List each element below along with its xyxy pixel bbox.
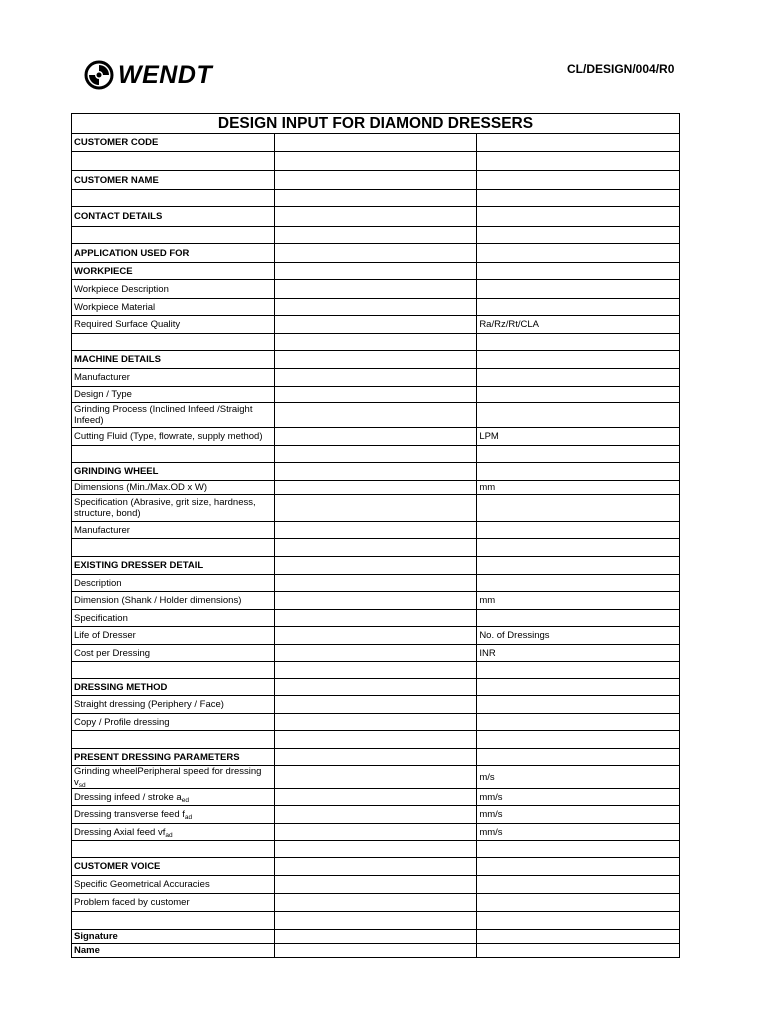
- value-input-cell[interactable]: [274, 610, 477, 627]
- field-label: [72, 930, 275, 944]
- empty-cell: [72, 227, 275, 244]
- value-input-cell[interactable]: [274, 824, 477, 841]
- unit-cell: [477, 789, 680, 806]
- field-label-text: Dressing transverse feed f: [74, 809, 185, 820]
- field-label: [72, 522, 275, 539]
- field-label-text: PRESENT DRESSING PARAMETERS: [74, 751, 240, 763]
- form-row: [72, 171, 680, 190]
- form-row: [72, 679, 680, 696]
- empty-cell: [72, 334, 275, 351]
- value-input-cell[interactable]: [274, 428, 477, 446]
- field-label: [72, 481, 275, 495]
- empty-cell: [477, 841, 680, 858]
- value-input-cell[interactable]: [274, 731, 477, 749]
- value-input-cell[interactable]: [274, 714, 477, 731]
- form-row: [72, 244, 680, 263]
- empty-cell: [72, 539, 275, 557]
- field-label-text: Straight dressing (Periphery / Face): [74, 699, 224, 710]
- section-heading: [72, 463, 275, 481]
- section-heading: [72, 749, 275, 766]
- empty-cell: [477, 495, 680, 522]
- empty-cell: [72, 912, 275, 930]
- field-label-text: Required Surface Quality: [74, 319, 181, 330]
- form-row: [72, 207, 680, 227]
- empty-cell: [72, 190, 275, 207]
- empty-cell: [72, 841, 275, 858]
- field-label-text: Workpiece Description: [74, 283, 169, 295]
- empty-cell: [477, 876, 680, 894]
- empty-cell: [477, 227, 680, 244]
- field-label: [72, 627, 275, 645]
- value-input-cell[interactable]: [274, 387, 477, 403]
- value-input-cell[interactable]: [274, 446, 477, 463]
- empty-cell: [477, 207, 680, 227]
- unit-text: mm/s: [479, 809, 503, 820]
- section-heading: [72, 244, 275, 263]
- field-label-text: CUSTOMER NAME: [74, 174, 159, 186]
- value-input-cell[interactable]: [274, 662, 477, 679]
- form-row: [72, 714, 680, 731]
- empty-cell: [72, 152, 275, 171]
- value-input-cell[interactable]: [274, 806, 477, 824]
- field-label-text: Grinding Process (Inclined Infeed /Straight Infeed): [74, 404, 253, 426]
- value-input-cell[interactable]: [274, 841, 477, 858]
- form-row: [72, 299, 680, 316]
- form-row: [72, 858, 680, 876]
- section-heading: [72, 134, 275, 152]
- unit-text: mm: [479, 595, 496, 606]
- form-row: [72, 696, 680, 714]
- value-input-cell[interactable]: [274, 495, 477, 522]
- value-input-cell[interactable]: [274, 876, 477, 894]
- field-label: [72, 824, 275, 841]
- empty-cell: [477, 679, 680, 696]
- field-label-text: EXISTING DRESSER DETAIL: [74, 560, 204, 571]
- value-input-cell[interactable]: [274, 299, 477, 316]
- form-row: [72, 731, 680, 749]
- field-label-text: Dimensions (Min./Max.OD x W): [74, 482, 208, 493]
- section-heading: [72, 351, 275, 369]
- form-row: [72, 351, 680, 369]
- value-input-cell[interactable]: [274, 522, 477, 539]
- field-label-text: Manufacturer: [74, 524, 130, 536]
- field-label-text: Specification: [74, 612, 128, 624]
- form-row: [72, 912, 680, 930]
- form-row: [72, 894, 680, 912]
- field-label: [72, 894, 275, 912]
- empty-cell: [477, 714, 680, 731]
- field-label-text: Name: [74, 945, 100, 956]
- form-row: [72, 557, 680, 575]
- field-label: [72, 610, 275, 627]
- field-label: [72, 714, 275, 731]
- form-row: [72, 280, 680, 299]
- form-row: [72, 841, 680, 858]
- value-input-cell[interactable]: [274, 894, 477, 912]
- field-label-text: Copy / Profile dressing: [74, 716, 170, 728]
- empty-cell: [72, 662, 275, 679]
- document-reference: CL/DESIGN/004/R0: [567, 62, 675, 76]
- form-row: [72, 334, 680, 351]
- field-label: [72, 789, 275, 806]
- empty-cell: [477, 299, 680, 316]
- form-row: [72, 463, 680, 481]
- field-label-text: GRINDING WHEEL: [74, 466, 159, 477]
- empty-cell: [477, 894, 680, 912]
- value-input-cell[interactable]: [274, 263, 477, 280]
- value-input-cell[interactable]: [274, 334, 477, 351]
- field-label: [72, 592, 275, 610]
- field-label-text: Design / Type: [74, 389, 132, 400]
- empty-cell: [477, 190, 680, 207]
- field-label: [72, 428, 275, 446]
- design-input-form: [71, 113, 680, 958]
- field-label-text: Description: [74, 577, 122, 589]
- field-label-text: Workpiece Material: [74, 301, 156, 313]
- empty-cell: [477, 152, 680, 171]
- form-row: [72, 481, 680, 495]
- value-input-cell[interactable]: [274, 696, 477, 714]
- field-label-text: DRESSING METHOD: [74, 681, 168, 693]
- empty-cell: [477, 522, 680, 539]
- field-label-text: Specification (Abrasive, grit size, hardness, structure, bond): [74, 497, 256, 519]
- empty-cell: [477, 912, 680, 930]
- empty-cell: [477, 575, 680, 592]
- value-input-cell[interactable]: [274, 627, 477, 645]
- form-row: [72, 662, 680, 679]
- field-label-text: Grinding wheelPeripheral speed for dressing v: [74, 766, 262, 788]
- unit-cell: [477, 627, 680, 645]
- empty-cell: [477, 280, 680, 299]
- form-row: [72, 610, 680, 627]
- empty-cell: [72, 731, 275, 749]
- value-input-cell[interactable]: [274, 592, 477, 610]
- value-input-cell[interactable]: [274, 280, 477, 299]
- field-label-text: MACHINE DETAILS: [74, 354, 161, 365]
- field-label: [72, 876, 275, 894]
- unit-text: mm/s: [479, 826, 503, 838]
- value-input-cell[interactable]: [274, 679, 477, 696]
- form-row: [72, 806, 680, 824]
- field-label-text: CUSTOMER CODE: [74, 137, 159, 148]
- value-input-cell[interactable]: [274, 134, 477, 152]
- wendt-swirl-icon: [84, 60, 114, 90]
- value-input-cell[interactable]: [274, 645, 477, 662]
- subscript: sd: [78, 782, 86, 789]
- empty-cell: [477, 134, 680, 152]
- value-input-cell[interactable]: [274, 152, 477, 171]
- form-row: [72, 592, 680, 610]
- subscript: ad: [184, 814, 193, 821]
- value-input-cell[interactable]: [274, 539, 477, 557]
- value-input-cell[interactable]: [274, 557, 477, 575]
- field-label-text: Cutting Fluid (Type, flowrate, supply method): [74, 431, 263, 442]
- value-input-cell[interactable]: [274, 227, 477, 244]
- field-label: [72, 299, 275, 316]
- empty-cell: [477, 557, 680, 575]
- value-input-cell[interactable]: [274, 912, 477, 930]
- form-title-row: [72, 114, 680, 134]
- section-heading: [72, 679, 275, 696]
- form-row: [72, 316, 680, 334]
- empty-cell: [477, 387, 680, 403]
- unit-cell: [477, 806, 680, 824]
- field-label: [72, 806, 275, 824]
- empty-cell: [477, 171, 680, 190]
- field-label: [72, 575, 275, 592]
- value-input-cell[interactable]: [274, 766, 477, 789]
- unit-cell: [477, 316, 680, 334]
- value-input-cell[interactable]: [274, 369, 477, 387]
- value-input-cell[interactable]: [274, 190, 477, 207]
- unit-cell: [477, 824, 680, 841]
- form-row: [72, 134, 680, 152]
- form-row: [72, 944, 680, 958]
- empty-cell: [477, 696, 680, 714]
- field-label: [72, 696, 275, 714]
- section-heading: [72, 171, 275, 190]
- empty-cell: [477, 403, 680, 428]
- unit-cell: [477, 481, 680, 495]
- value-input-cell[interactable]: [274, 575, 477, 592]
- empty-cell: [477, 944, 680, 958]
- logo-text: WENDT: [118, 60, 213, 89]
- wendt-logo: [84, 59, 212, 91]
- empty-cell: [72, 446, 275, 463]
- unit-cell: [477, 428, 680, 446]
- form-row: [72, 789, 680, 806]
- field-label-text: CONTACT DETAILS: [74, 211, 163, 222]
- field-label-text: Signature: [74, 931, 118, 942]
- unit-text: LPM: [479, 431, 499, 442]
- form-row: [72, 824, 680, 841]
- empty-cell: [477, 369, 680, 387]
- empty-cell: [477, 351, 680, 369]
- section-heading: [72, 858, 275, 876]
- unit-text: mm/s: [479, 791, 503, 803]
- value-input-cell[interactable]: [274, 244, 477, 263]
- value-input-cell[interactable]: [274, 403, 477, 428]
- form-row: [72, 766, 680, 789]
- field-label: [72, 495, 275, 522]
- unit-text: No. of Dressings: [479, 630, 550, 641]
- field-label: [72, 387, 275, 403]
- empty-cell: [477, 463, 680, 481]
- unit-text: mm: [479, 482, 496, 493]
- unit-text: Ra/Rz/Rt/CLA: [479, 319, 539, 330]
- field-label: [72, 280, 275, 299]
- form-row: [72, 446, 680, 463]
- form-row: [72, 876, 680, 894]
- form-row: [72, 227, 680, 244]
- form-row: [72, 152, 680, 171]
- subscript: ed: [181, 796, 189, 804]
- value-input-cell[interactable]: [274, 171, 477, 190]
- form-row: [72, 190, 680, 207]
- value-input-cell[interactable]: [274, 858, 477, 876]
- field-label-text: Dimension (Shank / Holder dimensions): [74, 595, 242, 606]
- field-label-text: Problem faced by customer: [74, 897, 190, 908]
- form-row: [72, 403, 680, 428]
- form-row: [72, 539, 680, 557]
- empty-cell: [477, 539, 680, 557]
- field-label-text: Cost per Dressing: [74, 647, 151, 659]
- field-label: [72, 645, 275, 662]
- empty-cell: [477, 749, 680, 766]
- empty-cell: [477, 662, 680, 679]
- unit-text: m/s: [479, 771, 495, 783]
- form-row: [72, 627, 680, 645]
- field-label-text: Dressing Axial feed vf: [74, 826, 166, 838]
- field-label: [72, 369, 275, 387]
- form-row: [72, 930, 680, 944]
- section-heading: [72, 263, 275, 280]
- value-input-cell[interactable]: [274, 789, 477, 806]
- section-heading: [72, 557, 275, 575]
- field-label-text: APPLICATION USED FOR: [74, 247, 190, 259]
- empty-cell: [477, 334, 680, 351]
- empty-cell: [477, 263, 680, 280]
- form-row: [72, 369, 680, 387]
- field-label-text: Life of Dresser: [74, 630, 136, 641]
- field-label: [72, 403, 275, 428]
- form-row: [72, 575, 680, 592]
- value-input-cell[interactable]: [274, 316, 477, 334]
- field-label: [72, 316, 275, 334]
- form-row: [72, 263, 680, 280]
- subscript: ad: [165, 831, 173, 839]
- unit-cell: [477, 592, 680, 610]
- field-label-text: CUSTOMER VOICE: [74, 861, 161, 872]
- field-label: [72, 766, 275, 789]
- unit-text: INR: [479, 647, 496, 659]
- value-input-cell[interactable]: [274, 463, 477, 481]
- field-label: [72, 944, 275, 958]
- form-title: DESIGN INPUT FOR DIAMOND DRESSERS: [72, 114, 680, 134]
- empty-cell: [477, 244, 680, 263]
- form-row: [72, 522, 680, 539]
- empty-cell: [477, 731, 680, 749]
- value-input-cell[interactable]: [274, 481, 477, 495]
- unit-cell: [477, 766, 680, 789]
- field-label-text: Manufacturer: [74, 372, 130, 383]
- section-heading: [72, 207, 275, 227]
- value-input-cell[interactable]: [274, 351, 477, 369]
- field-label-text: Dressing infeed / stroke a: [74, 791, 182, 803]
- form-row: [72, 749, 680, 766]
- form-row: [72, 387, 680, 403]
- empty-cell: [477, 610, 680, 627]
- empty-cell: [477, 858, 680, 876]
- unit-cell: [477, 645, 680, 662]
- value-input-cell[interactable]: [274, 207, 477, 227]
- empty-cell: [477, 446, 680, 463]
- value-input-cell[interactable]: [274, 944, 477, 958]
- field-label-text: WORKPIECE: [74, 265, 133, 277]
- value-input-cell[interactable]: [274, 749, 477, 766]
- form-row: [72, 428, 680, 446]
- field-label-text: Specific Geometrical Accuracies: [74, 879, 210, 890]
- form-row: [72, 645, 680, 662]
- value-input-cell[interactable]: [274, 930, 477, 944]
- form-row: [72, 495, 680, 522]
- empty-cell: [477, 930, 680, 944]
